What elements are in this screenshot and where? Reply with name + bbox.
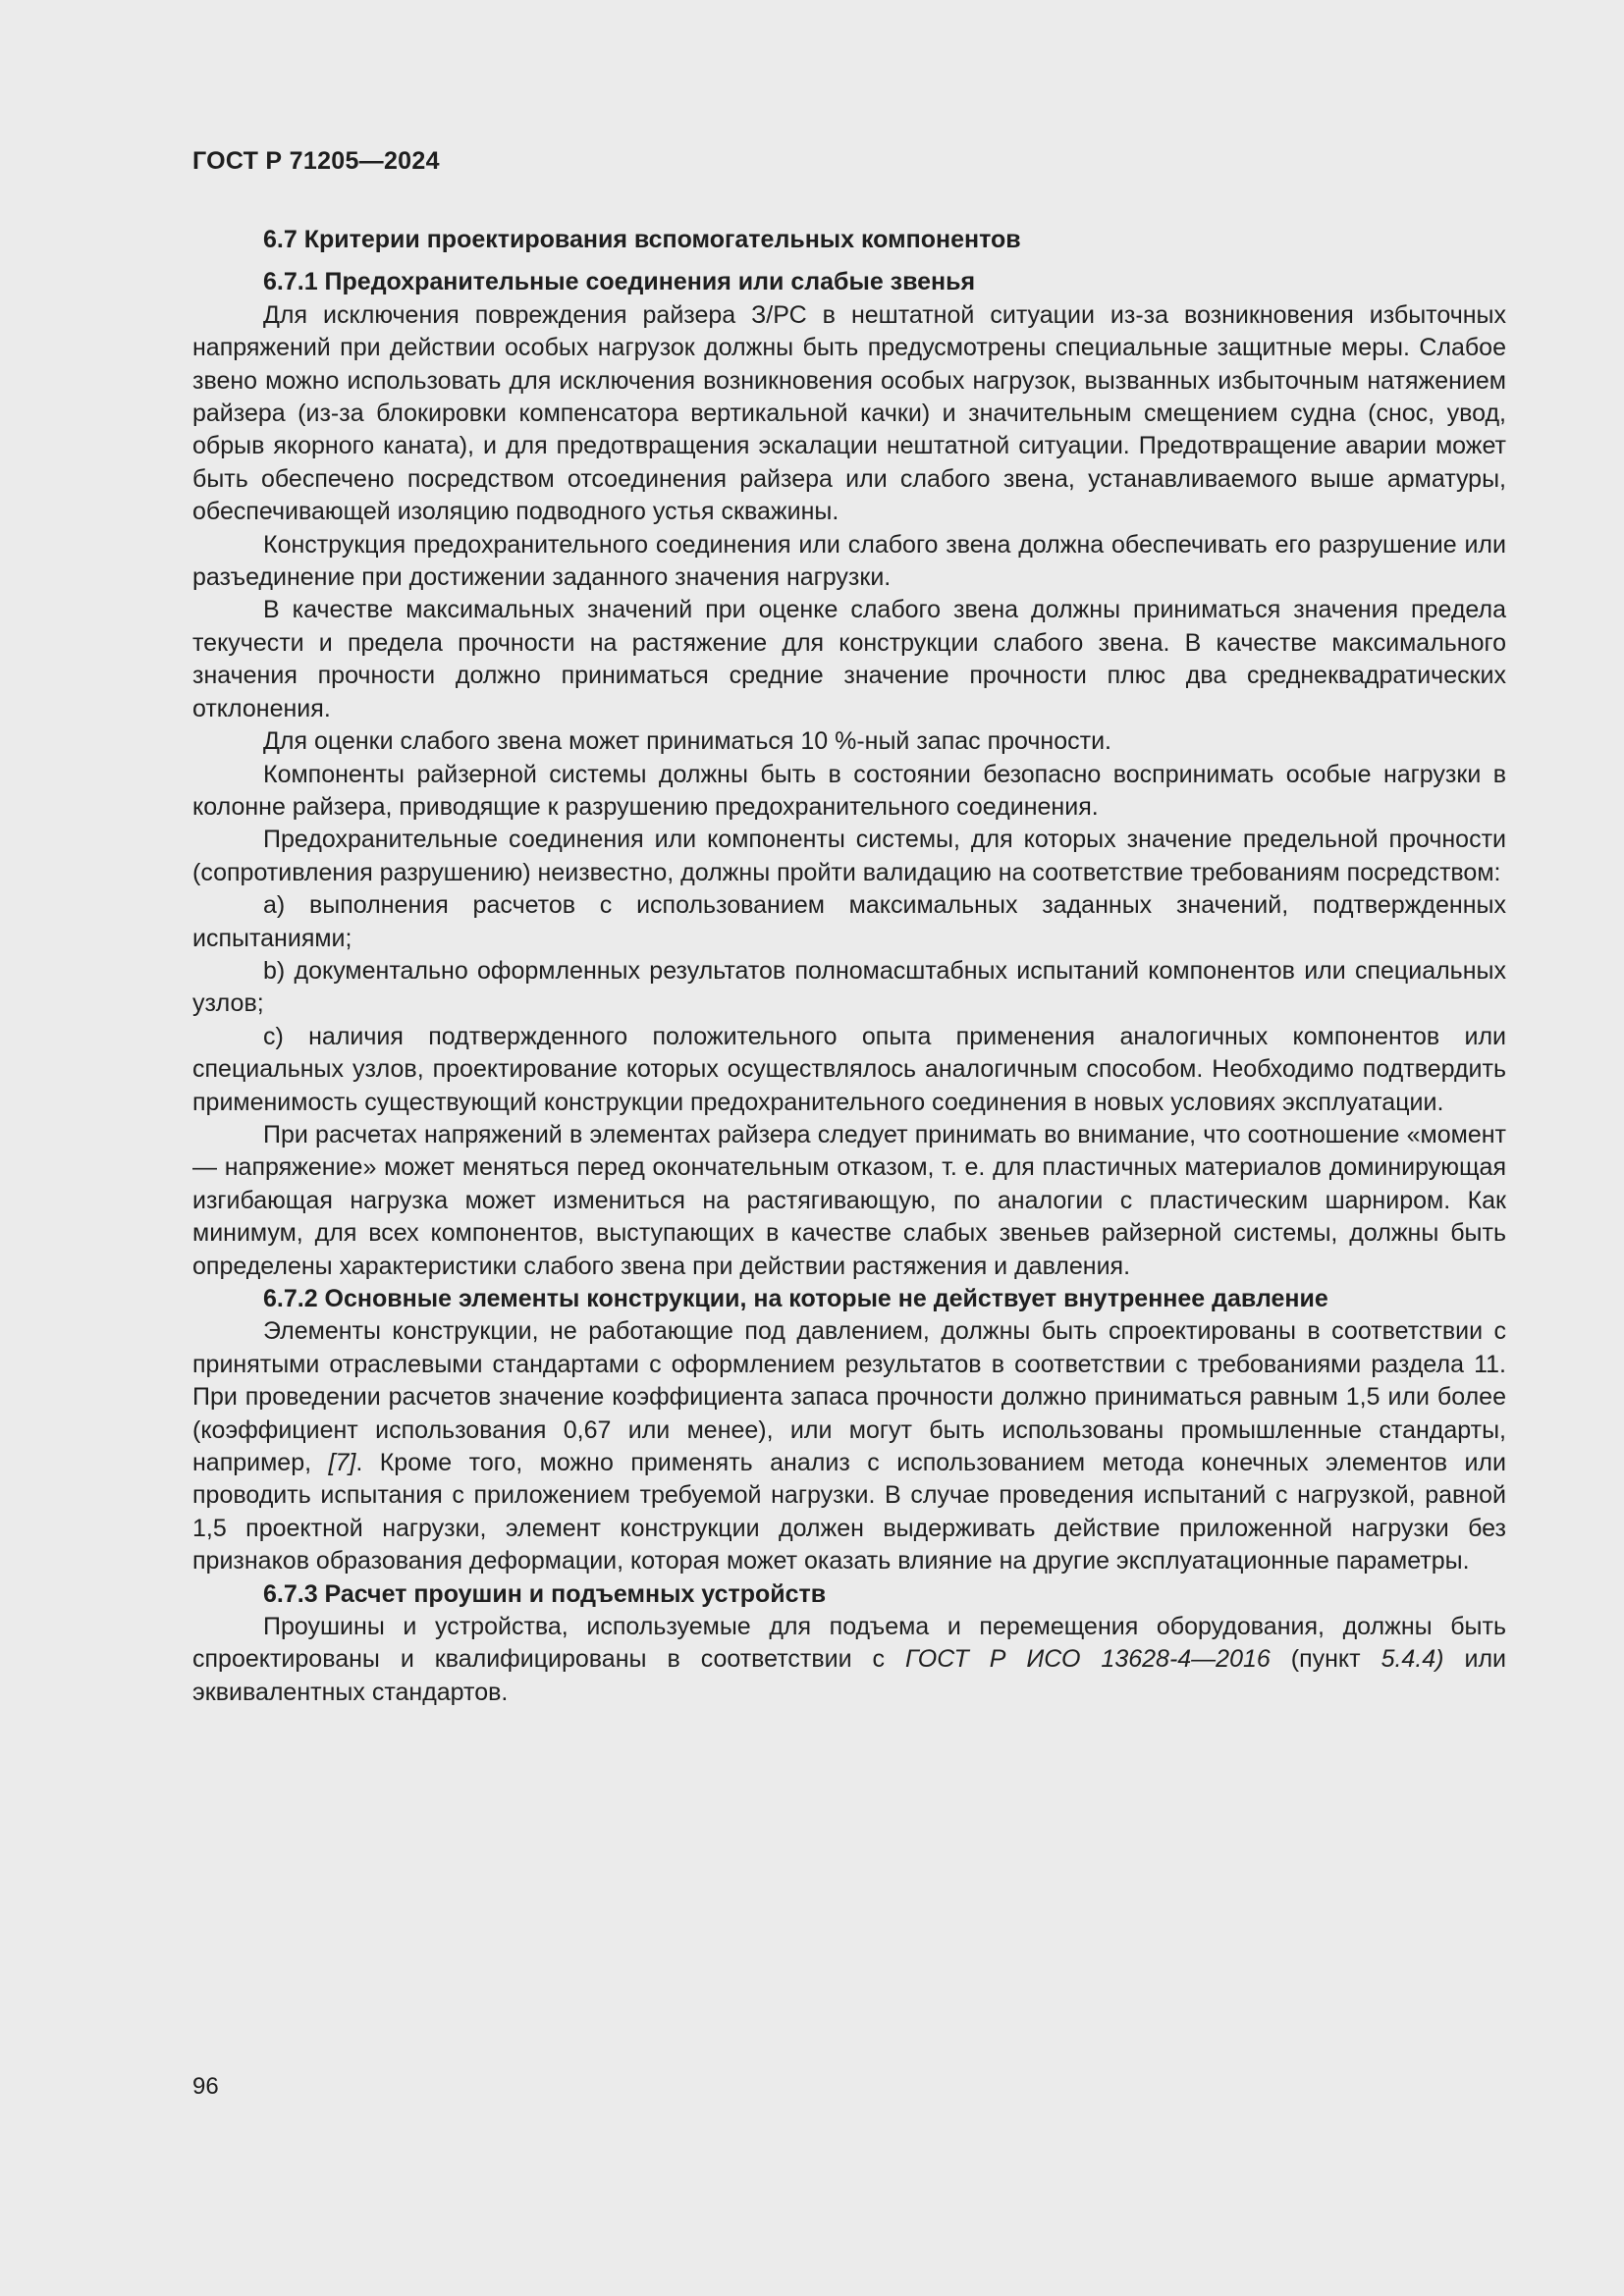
document-body — [192, 224, 1506, 1709]
list-item-b: b) документально оформленных результатов полномасштабных испытаний компонентов или специальных узлов; — [192, 956, 1506, 1018]
paragraph: Для исключения повреждения райзера З/РС в нештатной ситуации из-за возникновения избыточных напряжений при действии особых нагрузок должны быть предусмотрены специальные защитные меры. Слабое звено можно использовать для исключения возникновения особых нагрузок, вызванных избыточным натяжением райзера (из-за блокировки компенсатора вертикальной качки) и значительным смещением судна (снос, увод, обрыв якорного каната), и для предотвращения эскалации нештатной ситуации. Предотвращение аварии может быть обеспечено посредством отсоединения райзера или слабого звена, устанавливаемого выше арматуры, обеспечивающей изоляцию подводного устья скважины. — [192, 300, 1506, 526]
paragraph: При расчетах напряжений в элементах райзера следует принимать во внимание, что соотношение «момент — напряжение» может меняться перед окончательным отказом, т. е. для пластичных материалов доминирующая изгибающая нагрузка может измениться на растягивающую, по аналогии с пластическим шарниром. Как минимум, для всех компонентов, выступающих в качестве слабых звеньев райзерной системы, должны быть определены характеристики слабого звена при действии растяжения и давления. — [192, 1120, 1506, 1280]
document-header: ГОСТ Р 71205—2024 — [192, 147, 440, 175]
list-item-c: c) наличия подтвержденного положительного опыта применения аналогичных компонентов или специальных узлов, проектирование которых осуществлялось аналогичным способом. Необходимо подтвердить применимость существующий конструкции предохранительного соединения в новых условиях эксплуатации. — [192, 1022, 1506, 1116]
standard-reference: ГОСТ Р ИСО 13628-4—2016 — [905, 1645, 1271, 1674]
paragraph-text: или эквивалентных стандартов. — [192, 1645, 1507, 1706]
paragraph-text: Проушины и устройства, используемые для подъема и перемещения оборудования, должны быть спроектированы и квалифицированы в соответствии с — [192, 1613, 1506, 1674]
list-item-a: a) выполнения расчетов с использованием максимальных заданных значений, подтвержденных испытаниями; — [192, 891, 1506, 952]
clause-reference: 5.4.4) — [1380, 1645, 1444, 1674]
paragraph: Компоненты райзерной системы должны быть в состоянии безопасно воспринимать особые нагрузки в колонне райзера, приводящие к разрушению предохранительного соединения. — [192, 760, 1506, 821]
paragraph — [192, 1315, 1506, 1577]
paragraph: Для оценки слабого звена может приниматься 10 %-ный запас прочности. — [263, 727, 1111, 756]
page-number: 96 — [192, 2073, 219, 2100]
paragraph: Предохранительные соединения или компоненты системы, для которых значение предельной прочности (сопротивления разрушению) неизвестно, должны пройти валидацию на соответствие требованиям посредством: — [192, 826, 1506, 886]
paragraph-text: (пункт — [1270, 1645, 1381, 1674]
section-6-7-3-heading: 6.7.3 Расчет проушин и подъемных устройств — [263, 1579, 827, 1608]
paragraph-text: Элементы конструкции, не работающие под давлением, должны быть спроектированы в соответствии с принятыми отраслевыми стандартами с оформлением результатов в соответствии с требованиями раздела 11. При проведении расчетов значение коэффициента запаса прочности должно приниматься равным 1,5 или более (коэффициент использования 0,67 или менее), или могут быть использованы промышленные стандарты, например, — [192, 1317, 1506, 1477]
paragraph: В качестве максимальных значений при оценке слабого звена должны приниматься значения предела текучести и предела прочности на растяжение для конструкции слабого звена. В качестве максимального значения прочности должно приниматься средние значение прочности плюс два среднеквадратических отклонения. — [192, 596, 1506, 722]
bibliography-reference: [7] — [328, 1449, 356, 1477]
paragraph: Конструкция предохранительного соединения или слабого звена должна обеспечивать его разрушение или разъединение при достижении заданного значения нагрузки. — [192, 530, 1506, 592]
paragraph-text: . Кроме того, можно применять анализ с использованием метода конечных элементов или проводить испытания с приложением требуемой нагрузки. В случае проведения испытаний с нагрузкой, равной 1,5 проектной нагрузки, элемент конструкции должен выдерживать действие приложенной нагрузки без признаков образования деформации, которая может оказать влияние на другие эксплуатационные параметры. — [192, 1449, 1506, 1575]
section-6-7-2-heading: 6.7.2 Основные элементы конструкции, на которые не действует внутреннее давление — [263, 1285, 1328, 1312]
section-6-7-heading: 6.7 Критерии проектирования вспомогательных компонентов — [263, 226, 1021, 253]
paragraph — [192, 1611, 1506, 1709]
section-6-7-1-heading: 6.7.1 Предохранительные соединения или слабые звенья — [263, 268, 976, 296]
